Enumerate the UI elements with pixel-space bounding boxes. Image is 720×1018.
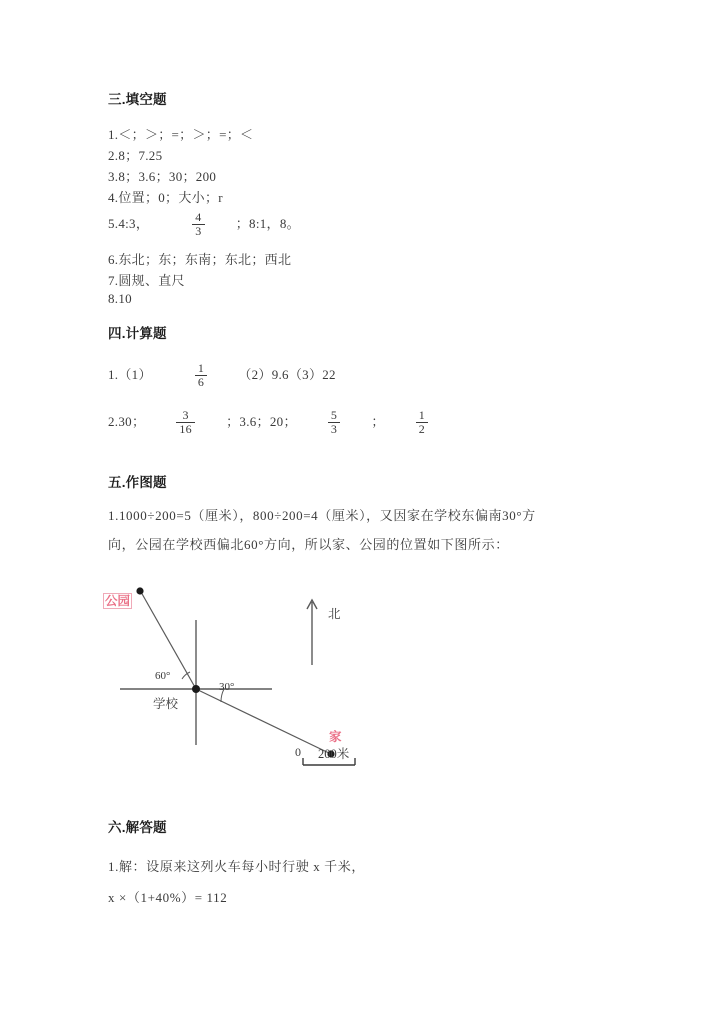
fraction-denominator: 16 bbox=[176, 422, 195, 436]
ray-to-home bbox=[196, 689, 331, 754]
fraction-denominator: 3 bbox=[328, 422, 340, 436]
fill-in-blank-answer-4: 4.位置；0；大小；r bbox=[108, 190, 223, 205]
park-label: 公园 bbox=[105, 594, 131, 608]
answer-5-prefix: 5.4:3， bbox=[108, 216, 150, 232]
calculation-answer-1 bbox=[108, 363, 336, 389]
fraction-numerator: 5 bbox=[330, 408, 338, 422]
fill-in-blank-answer-6: 6.东北；东；东南；东北；西北 bbox=[108, 252, 292, 267]
fraction-numerator: 3 bbox=[182, 408, 189, 422]
fraction-three-sixteenths bbox=[176, 409, 195, 435]
fraction-one-half bbox=[416, 409, 428, 435]
angle-60-label: 60° bbox=[155, 670, 171, 682]
fill-in-blank-answer-3: 3.8；3.6；30；200 bbox=[108, 169, 217, 184]
fraction-four-thirds bbox=[192, 211, 204, 237]
section-heading-calculation: 四.计算题 bbox=[108, 326, 167, 341]
fill-in-blank-answer-2: 2.8；7.25 bbox=[108, 148, 163, 163]
drawing-paragraph-line-1: 1.1000÷200=5（厘米），800÷200=4（厘米），又因家在学校东偏南30°方 bbox=[108, 508, 536, 523]
fill-in-blank-answer-7: 7.圆规、直尺 bbox=[108, 273, 185, 288]
calc-1-prefix: 1.（1） bbox=[108, 367, 152, 383]
calc-1-suffix: （2）9.6（3）22 bbox=[238, 367, 336, 383]
section-heading-fill-in-blank: 三.填空题 bbox=[108, 92, 167, 107]
fraction-numerator: 1 bbox=[418, 408, 426, 422]
fraction-numerator: 4 bbox=[195, 210, 202, 224]
fraction-one-sixth bbox=[195, 362, 207, 388]
scale-zero-label: 0 bbox=[295, 745, 301, 759]
direction-diagram bbox=[100, 575, 390, 790]
fraction-numerator: 1 bbox=[197, 361, 205, 375]
angle-30-label: 30° bbox=[219, 681, 235, 693]
section-heading-answer-questions: 六.解答题 bbox=[108, 820, 167, 835]
fraction-denominator: 2 bbox=[416, 422, 428, 436]
fraction-denominator: 6 bbox=[195, 375, 207, 389]
answer-question-line-2: x ×（1+40%）= 112 bbox=[108, 890, 228, 905]
school-label: 学校 bbox=[153, 697, 179, 711]
school-point bbox=[192, 685, 200, 693]
scale-value-label: 200米 bbox=[318, 747, 350, 761]
calc-2-prefix: 2.30； bbox=[108, 414, 146, 430]
park-point bbox=[136, 587, 143, 594]
section-heading-drawing: 五.作图题 bbox=[108, 475, 167, 490]
fill-in-blank-answer-5 bbox=[108, 212, 300, 238]
north-label: 北 bbox=[328, 607, 341, 621]
home-label: 家 bbox=[329, 730, 342, 744]
fraction-denominator: 3 bbox=[192, 224, 204, 238]
answer-5-suffix: ；8:1，8。 bbox=[235, 216, 300, 232]
calc-2-middle: ；3.6；20； bbox=[226, 414, 297, 430]
fill-in-blank-answer-8: 8.10 bbox=[108, 291, 132, 306]
calculation-answer-2 bbox=[108, 410, 430, 436]
calc-2-separator: ； bbox=[371, 414, 385, 430]
drawing-paragraph-line-2: 向，公园在学校西偏北60°方向，所以家、公园的位置如下图所示： bbox=[108, 537, 509, 552]
fraction-five-thirds bbox=[328, 409, 340, 435]
answer-question-line-1: 1.解：设原来这列火车每小时行驶 x 千米， bbox=[108, 859, 365, 874]
fill-in-blank-answer-1: 1.＜；＞；=；＞；=；＜ bbox=[108, 127, 254, 142]
